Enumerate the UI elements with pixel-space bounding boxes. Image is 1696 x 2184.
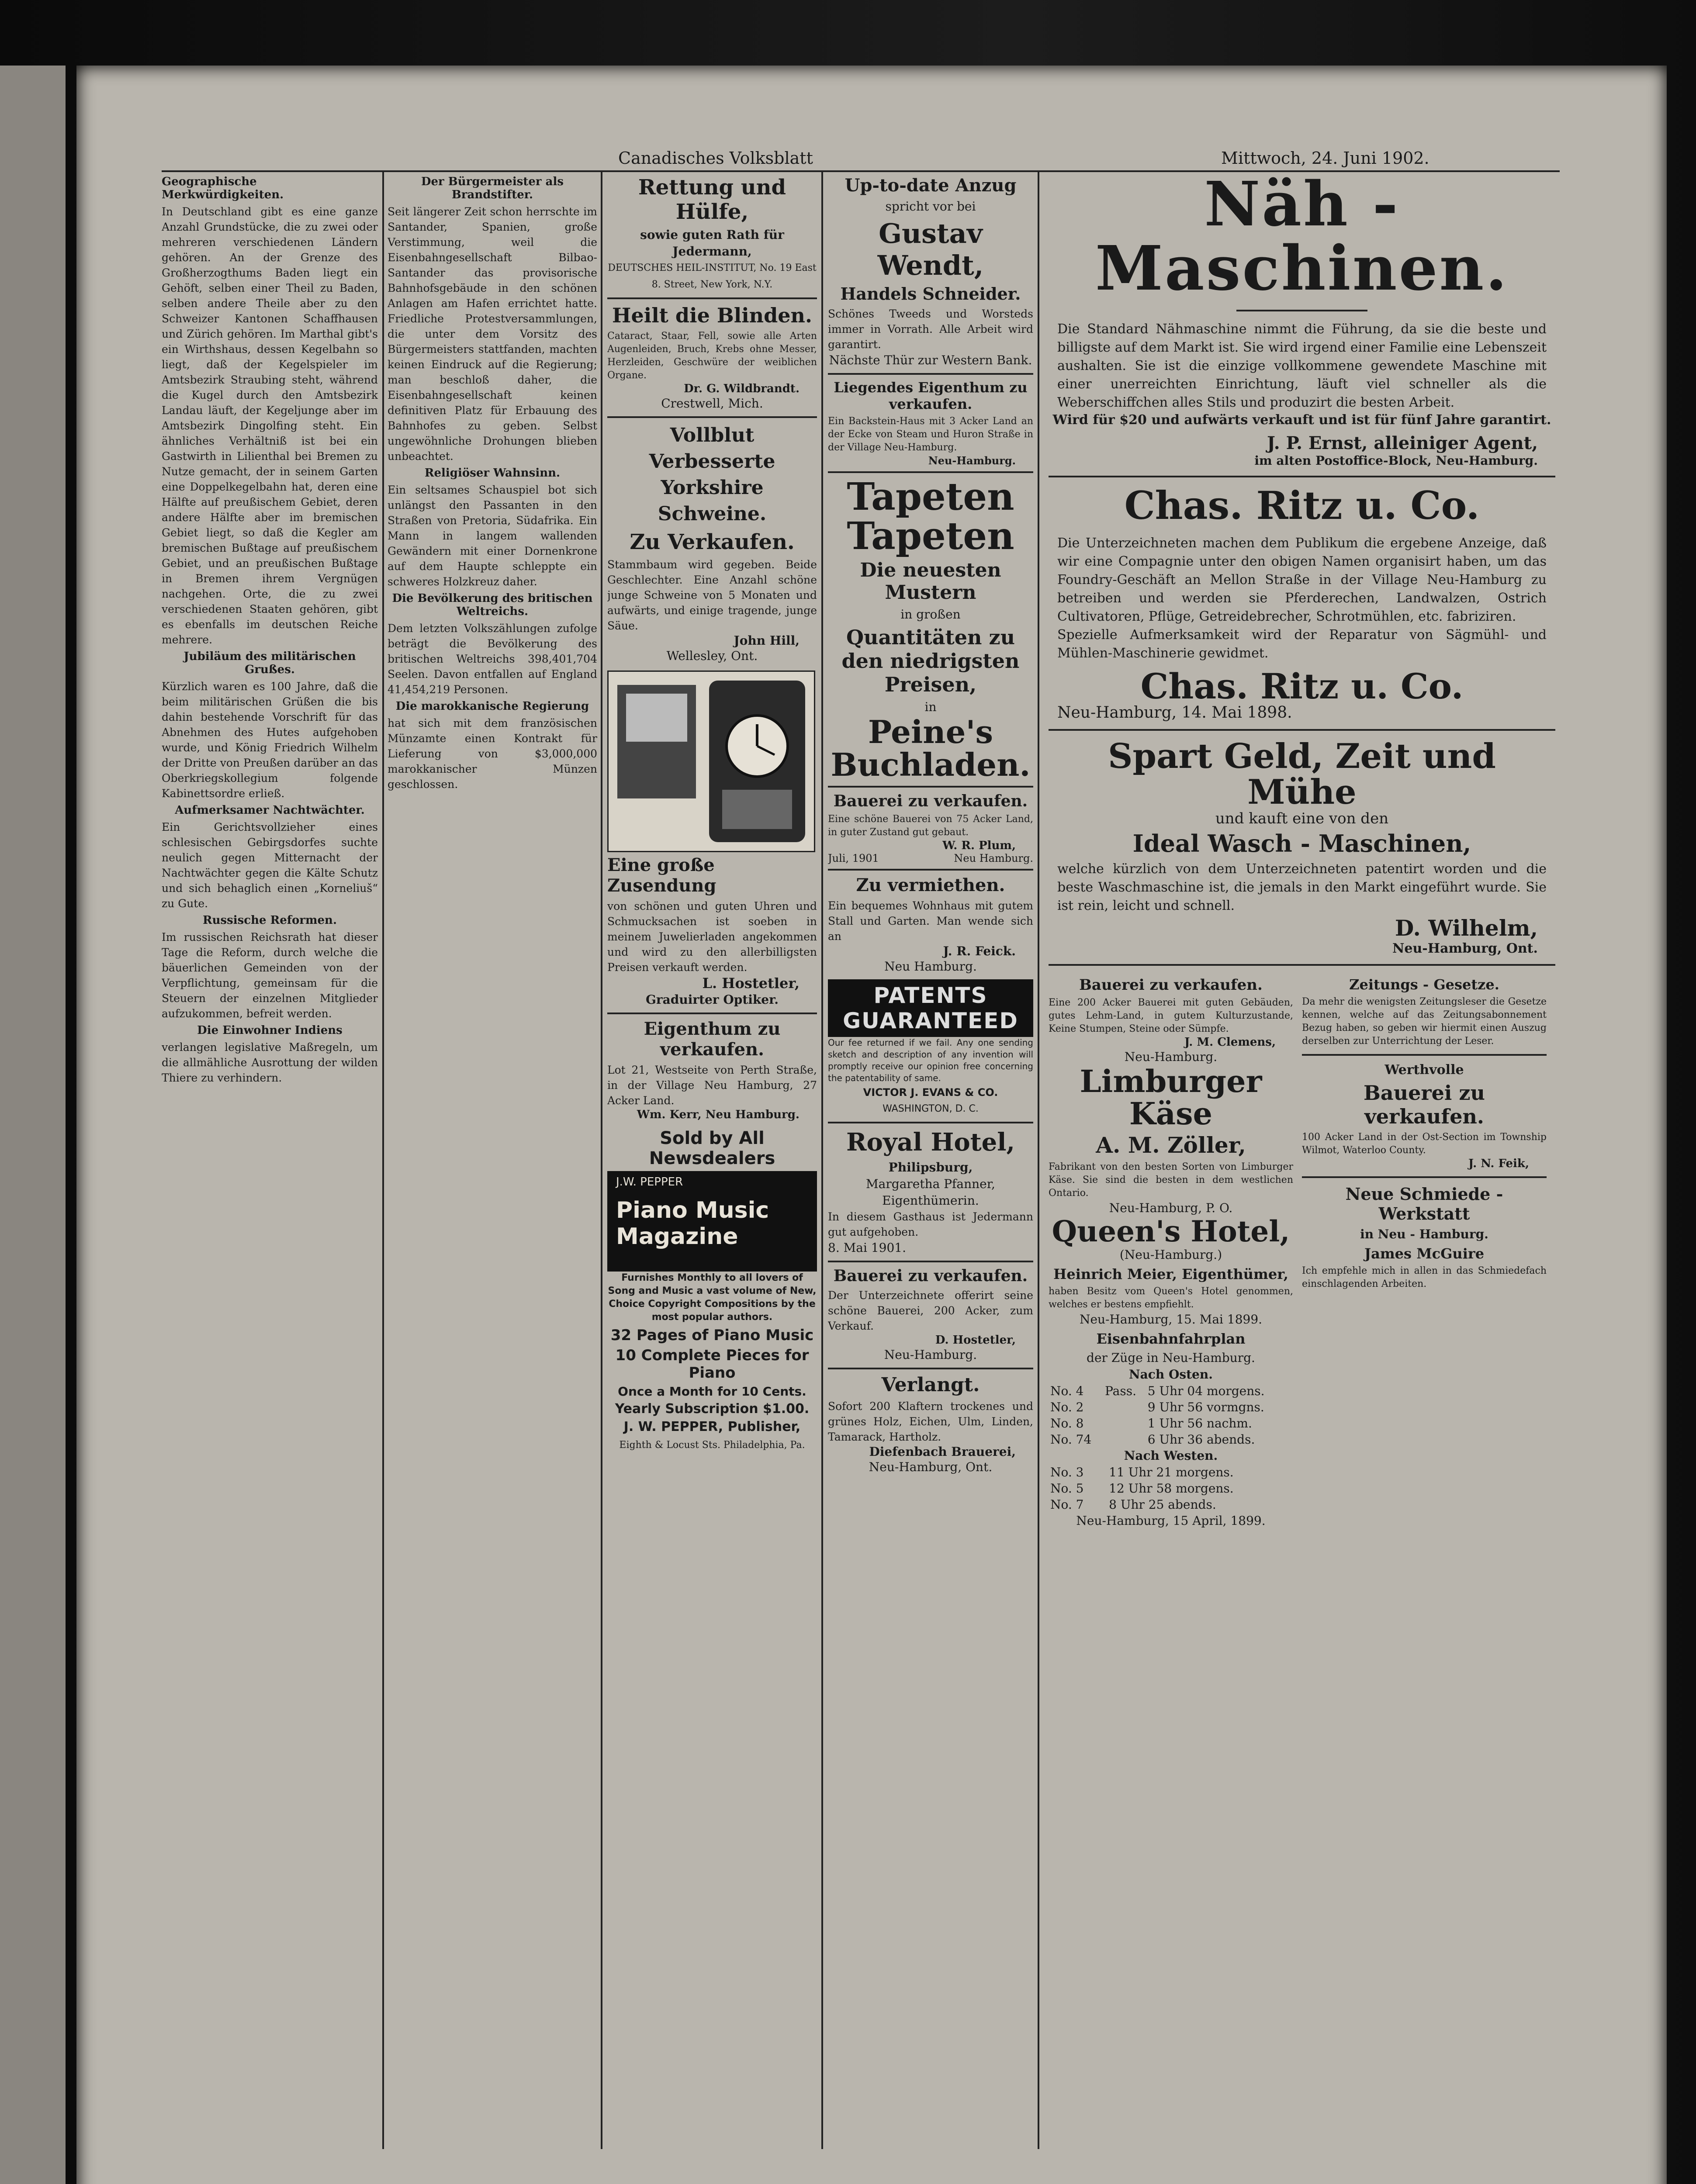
train-time: 12 Uhr 58 morgens. (1109, 1481, 1234, 1496)
column-5 (1049, 173, 1555, 2147)
hotel-place: Philipsburg, (888, 1160, 973, 1175)
train-row (1049, 1383, 1293, 1399)
train-row (1049, 1464, 1293, 1480)
paper-name: Canadisches Volksblatt (618, 149, 813, 168)
ad-divider (828, 1122, 1033, 1123)
patents-text: Our fee returned if we fail. Any one sending sketch and description of any invention will promptly receive our opinion free concerning the patentability of same. (828, 1037, 1033, 1083)
spart-place: Neu-Hamburg, Ont. (1392, 941, 1538, 957)
article-text: hat sich mit dem französischen Münzamte einen Kontrakt für Lieferung von $3,000,000 marokkanischer Münzen geschlossen. (388, 717, 597, 791)
ad-divider (828, 1261, 1033, 1262)
article-title: Der Bürgermeister als Brandstifter. (421, 175, 564, 201)
ad-place: Neu-Hamburg. (1124, 1050, 1218, 1064)
newspaper-page (76, 66, 1667, 2184)
ad-footer: DEUTSCHES HEIL-INSTITUT, No. 19 East 8. Street, New York, N.Y. (608, 263, 817, 290)
issue-date: Mittwoch, 24. Juni 1902. (1221, 149, 1429, 168)
ad-subtitle: sowie guten Rath für Jedermann, (640, 228, 784, 259)
music-pages: 32 Pages of Piano Music (610, 1327, 814, 1344)
music-text: Furnishes Monthly to all lovers of Song and Music a vast volume of New, Choice Copyright Compositions by the most popular authors. (608, 1272, 817, 1323)
ad-dateline (828, 852, 1033, 864)
train-time: 9 Uhr 56 vormgns. (1147, 1400, 1264, 1415)
schmiede-head: Neue Schmiede - Werkstatt (1345, 1184, 1503, 1224)
train-no: No. 74 (1050, 1432, 1092, 1447)
column-rule-4 (1038, 170, 1039, 2149)
ritz-head: Chas. Ritz u. Co. (1124, 483, 1480, 528)
ad-title: Eigenthum zu verkaufen. (644, 1019, 781, 1060)
ad-divider (1049, 476, 1555, 477)
ad-title: Verlangt. (881, 1373, 980, 1396)
ad-text: Sofort 200 Klaftern trockenes und grünes Holz, Eichen, Ulm, Linden, Tamarack, Hartholz. (828, 1400, 1033, 1443)
spart-subtitle: und kauft eine von den (1215, 810, 1389, 828)
ad-title: Rettung und Hülfe, (638, 175, 786, 224)
train-type (1103, 1415, 1146, 1431)
ad-title: Vollblut Verbesserte Yorkshire Schweine. (649, 424, 775, 525)
train-time: 1 Uhr 56 nachm. (1147, 1416, 1252, 1431)
ad-divider (828, 869, 1033, 871)
spart-text: welche kürzlich von dem Unterzeichneten patentirt worden und die beste Waschmaschine ist, die jemals in den Markt eingeführt wurde. Sie ist rein, leicht und schnell. (1057, 861, 1547, 914)
article-text: In Deutschland gibt es eine ganze Anzahl Grundstücke, die zu zwei oder mehreren verschiedenen Ländern gehören. An der Grenze des Großherzogthums Baden liegt ein Gehöft, selben einer Theil zu Baden, selben andere Theile aber zu den Schweizer Kantonen Schaffhausen und Zürich gehören. Im Marthal gibt's ein Wirthshaus, dessen Kegelbahn so liegt, daß der Kegelspieler im Amtsbezirk Straubing steht, während die Kugel durch den Amtsbezirk Landau läuft, der Kegeljunge aber im Amtsbezirk Dingolfing steht. Ein ähnliches Verhältniß ist bei ein Gastwirth in Lilienthal bei Bremen zu Nutze gemacht, der in seinem Garten eine Doppelkegelbahn hat, deren eine Hälfte auf preußischem Gebiet, deren andere Hälfte aber im bremischen Gebiet liegt, so daß die Kegler am bremischen Bußtage auf preußischem Gebiet, und an preußischen Bußtage in Bremen ihrem Vergnügen nachgehen. Orte, die zu zwei verschiedenen Staaten gehören, gibt es ebenfalls im deutschen Reiche mehrere. (162, 205, 378, 646)
ad-title: Bauerei zu verkaufen. (1079, 976, 1263, 994)
patents-address: WASHINGTON, D. C. (883, 1103, 979, 1114)
music-price: Once a Month for 10 Cents. (618, 1384, 806, 1399)
ad-divider (828, 471, 1033, 473)
werth-subtitle: Bauerei zu verkaufen. (1364, 1081, 1485, 1129)
ad-text: Ein bequemes Wohnhaus mit gutem Stall und Garten. Man wende sich an (828, 899, 1033, 943)
queen-head: Queen's Hotel, (1052, 1214, 1290, 1249)
ad-text: von schönen und guten Uhren und Schmucksachen ist soeben in meinem Juwelierladen angekommen und wird zu den allerbilligsten Preisen verkauft werden. (607, 900, 817, 974)
queen-date: Neu-Hamburg, 15. Mai 1899. (1079, 1312, 1263, 1327)
ritz-text: Spezielle Aufmerksamkeit wird der Reparatur von Sägmühl- und Mühlen-Maschinerie gewidmet. (1057, 627, 1547, 661)
train-time: 6 Uhr 36 abends. (1147, 1432, 1255, 1447)
hotel-title: Royal Hotel, (846, 1127, 1015, 1157)
music-banner: Sold by All Newsdealers (649, 1128, 775, 1168)
kase-place: Neu-Hamburg, P. O. (1109, 1201, 1233, 1216)
ad-title: Heilt die Blinden. (612, 304, 813, 327)
article-text: Ein Gerichtsvollzieher eines schlesischen Gebirgsdorfes suchte neulich gegen Mitternacht der Nachtwächter gegen die Kälte Schutz und sich behaglich einen „Korneliuš“ zu Gute. (162, 821, 378, 910)
ritz-date: Neu-Hamburg, 14. Mai 1898. (1057, 704, 1292, 722)
ad-divider (828, 786, 1033, 788)
train-time: 8 Uhr 25 abends. (1109, 1497, 1216, 1512)
ad-divider (607, 416, 817, 418)
ad-signature: Neu-Hamburg. (928, 454, 1016, 467)
article-text: Da mehr die wenigsten Zeitungsleser die Gesetze kennen, welche auf das Zeitungsabonnement Bezug haben, so geben wir hiermit einen Auszug derselben zur Unterrichtung der Leser. (1302, 996, 1547, 1047)
ad-divider (1049, 964, 1555, 966)
werth-title: Werthvolle (1384, 1062, 1464, 1078)
train-row (1049, 1415, 1293, 1431)
spart-head: Spart Geld, Zeit und Mühe (1108, 736, 1496, 812)
ad-text: Eine schöne Bauerei von 75 Acker Land, in guter Zustand gut gebaut. (828, 813, 1033, 838)
ad-signature: D. Hostetler, (935, 1333, 1016, 1347)
ad-signature: J. R. Feick. (943, 943, 1016, 958)
schmiede-signature: James McGuire (1364, 1245, 1485, 1262)
col5-bottom (1049, 974, 1555, 1529)
ad-divider (1302, 1176, 1547, 1178)
werth-text: 100 Acker Land in der Ost-Section im Township Wilmot, Waterloo County. (1302, 1132, 1547, 1156)
tapeten-text: in großen (900, 607, 961, 622)
clock-icon (609, 672, 814, 851)
patents-signature: VICTOR J. EVANS & CO. (863, 1086, 998, 1099)
article-text: Ein seltsames Schauspiel bot sich unlängst den Passanten in den Straßen von Pretoria, Südafrika. Ein Mann in langem wallenden Gewändern mit einer Dornenkrone auf dem Haupte schleppte ein schweres Holzkreuz daher. (388, 484, 597, 588)
train-no: No. 7 (1050, 1497, 1084, 1512)
queen-text: haben Besitz vom Queen's Hotel genommen, welches er bestens empfiehlt. (1049, 1286, 1293, 1310)
train-type (1102, 1480, 1108, 1496)
column-rule-2 (601, 170, 602, 2149)
ad-footer: Nächste Thür zur Western Bank. (829, 353, 1032, 367)
short-rule (1236, 310, 1367, 311)
fahrplan-west: Nach Westen. (1124, 1448, 1218, 1463)
article-text: Seit längerer Zeit schon herrschte im Santander, Spanien, große Verstimmung, weil die Eisenbahngesellschaft Bilbao-Santander das provisorische Bahnhofsgebäude in den schönen Anlagen am Hafen errichtet hatte. Friedliche Protestversammlungen, die unter dem Vorsitz des Bürgermeisters stattfanden, machten keinen Eindruck auf die Regierung; man beschloß daher, die Eisenbahngesellschaft keinen definitiven Platz für Erbauung des Bahnhofes zu geben. Selbst ungewöhnliche Drohungen blieben unbeachtet. (388, 205, 597, 463)
fahrplan-east: Nach Osten. (1129, 1367, 1213, 1382)
article-title: Geographische Merkwürdigkeiten. (162, 175, 284, 201)
naehmaschinen-address: im alten Postoffice-Block, Neu-Hamburg. (1254, 453, 1538, 468)
ad-title: Up-to-date Anzug (845, 175, 1017, 196)
naehmaschinen-agent: J. P. Ernst, alleiniger Agent, (1267, 433, 1538, 453)
article-text: Im russischen Reichsrath hat dieser Tage die Reform, durch welche die bäuerlichen Gemeinden von der Verpflichtung, gemeinsam für die Steuern der einzelnen Mitglieder aufzukommen, befreit werden. (162, 931, 378, 1020)
ad-text: Eine 200 Acker Bauerei mit guten Gebäuden, gutes Lehm-Land, in gutem Kulturzustande, Keine Stumpen, Steine oder Sümpfe. (1049, 997, 1293, 1035)
tapeten-subtitle: Die neuesten Mustern (860, 559, 1001, 604)
train-row (1049, 1431, 1293, 1448)
schmiede-place: in Neu - Hamburg. (1360, 1227, 1488, 1242)
ad-text: Schönes Tweeds und Worsteds immer in Vorrath. Alle Arbeit wird garantirt. (828, 308, 1033, 351)
column-rule-3 (821, 170, 823, 2149)
spart-signature: D. Wilhelm, (1395, 915, 1538, 941)
ad-divider (1049, 729, 1555, 731)
article-title: Aufmerksamer Nachtwächter. (175, 804, 365, 817)
train-no: No. 4 (1050, 1384, 1084, 1399)
article-title: Religiöser Wahnsinn. (424, 467, 561, 480)
masthead-rule (162, 170, 1560, 172)
ad-place: Crestwell, Mich. (661, 396, 763, 411)
ad-subtitle: Graduirter Optiker. (645, 992, 779, 1007)
train-no: No. 8 (1050, 1416, 1084, 1431)
train-table-west (1049, 1464, 1293, 1513)
ritz-text: Die Unterzeichneten machen dem Publikum die ergebene Anzeige, daß wir eine Compagnie unter den obigen Namen organisirt haben, um das Foundry-Geschäft an Mellon Straße in der Village Neu-Hamburg zu betreiben und werden sie Pferderechen, Landwalzen, Ostrich Cultivatoren, Pflüge, Getreidebrecher, Schrotmühlen, etc. fabriziren. (1057, 536, 1547, 625)
article-text: verlangen legislative Maßregeln, um die allmähliche Ausrottung der wilden Thiere zu verhindern. (162, 1041, 378, 1084)
ad-signature: J. M. Clemens, (1184, 1036, 1276, 1049)
ad-place: Wellesley, Ont. (666, 649, 758, 663)
train-type (1103, 1431, 1146, 1448)
column-rule-1 (382, 170, 384, 2149)
train-row (1049, 1480, 1293, 1496)
train-type: Pass. (1105, 1384, 1136, 1399)
article-title: Die marokkanische Regierung (395, 700, 589, 713)
article-title: Zeitungs - Gesetze. (1349, 976, 1499, 993)
naehmaschinen-head: Näh - Maschinen. (1095, 173, 1509, 304)
hotel-text: In diesem Gasthaus ist Jedermann gut aufgehoben. (828, 1210, 1033, 1238)
queen-place: (Neu-Hamburg.) (1119, 1248, 1222, 1262)
ad-signature: Diefenbach Brauerei, (869, 1444, 1016, 1459)
ad-title: Zu vermiethen. (856, 874, 1005, 895)
hotel-date: 8. Mai 1901. (828, 1240, 906, 1255)
tapeten-head: Tapeten (847, 475, 1014, 519)
article-title: Die Bevölkerung des britischen Weltreichs. (392, 592, 593, 618)
article-title: Russische Reformen. (202, 914, 337, 927)
patents-banner: PATENTS GUARANTEED (828, 979, 1033, 1037)
hotel-owner: Margaretha Pfanner, Eigenthümerin. (866, 1176, 995, 1208)
music-yearly: Yearly Subscription $1.00. (615, 1401, 810, 1417)
ad-divider (828, 373, 1033, 375)
naehmaschinen-text: Die Standard Nähmaschine nimmt die Führung, da sie die beste und billigste auf dem Markt ist. Sie wird irgend einer Familie eine Lebenszeit aushalten. Sie ist die einzige vollkommene gewendete Maschine mit einer unerreichten Einrichtung, läuft viel schneller als die Weberschiffchen alles Stils und produzirt die besten Arbeit. (1057, 321, 1547, 410)
ad-signature: L. Hostetler, (702, 975, 800, 992)
ad-place: Neu Hamburg. (954, 852, 1033, 864)
naehmaschinen-price: Wird für $20 und aufwärts verkauft und ist für fünf Jahre garantirt. (1052, 412, 1551, 428)
ad-title: Eine große Zusendung (607, 855, 716, 896)
ad-date: Juli, 1901 (828, 852, 879, 864)
fahrplan-subtitle: der Züge in Neu-Hamburg. (1087, 1351, 1255, 1365)
article-text: Dem letzten Volkszählungen zufolge beträgt die Bevölkerung des britischen Weltreichs 398,401,704 Seelen. Davon entfallen auf England 41,454,219 Personen. (388, 622, 597, 696)
ad-place: Neu-Hamburg. (884, 1347, 977, 1362)
article-text: Kürzlich waren es 100 Jahre, daß die beim militärischen Grüßen die bis dahin bestehende Vorschrift für das Abnehmen des Hutes aufgehoben wurde, und König Friedrich Wilhelm der Dritte von Preußen darüber an das Oberkriegskollegium folgende Kabinettsordre erließ. (162, 680, 378, 800)
article-title: Jubiläum des militärischen Grußes. (183, 650, 356, 676)
fahrplan-title: Eisenbahnfahrplan (1096, 1330, 1246, 1348)
ad-subtitle: spricht vor bei (885, 199, 976, 214)
col5-bottom-left (1049, 974, 1293, 1529)
ad-text: Ein Backstein-Haus mit 3 Acker Land an der Ecke von Steam und Huron Straße in der Village Neu-Hamburg. (828, 416, 1033, 453)
ad-place: Neu-Hamburg, Ont. (869, 1459, 993, 1474)
train-type (1103, 1399, 1146, 1415)
ad-text: Stammbaum wird gegeben. Beide Geschlechter. Eine Anzahl schöne junge Schweine von 5 Monaten und aufwärts, und einige tragende, junge Säue. (607, 558, 817, 632)
ad-divider (607, 297, 817, 299)
music-brand: J.W. PEPPER (616, 1175, 683, 1189)
queen-owner: Heinrich Meier, Eigenthümer, (1053, 1266, 1288, 1283)
ad-title: Liegendes Eigenthum zu verkaufen. (834, 379, 1028, 412)
train-time: 11 Uhr 21 morgens. (1109, 1465, 1234, 1480)
column-1 (162, 173, 378, 2147)
kase-signature: A. M. Zöller, (1096, 1132, 1246, 1158)
ad-signature: Wm. Kerr, Neu Hamburg. (637, 1108, 800, 1121)
train-table-east (1049, 1383, 1293, 1448)
ad-signature: Dr. G. Wildbrandt. (684, 382, 800, 395)
ad-signature: W. R. Plum, (942, 839, 1016, 852)
music-magazine-logo (607, 1171, 817, 1272)
tapeten-text: Quantitäten zu den niedrigsten Preisen, (841, 625, 1020, 696)
train-type (1102, 1464, 1108, 1480)
train-row (1049, 1399, 1293, 1415)
column-4 (828, 173, 1033, 2147)
clock-illustration (607, 670, 815, 852)
ad-subtitle: Zu Verkaufen. (630, 530, 795, 554)
fahrplan-footer: Neu-Hamburg, 15 April, 1899. (1076, 1514, 1266, 1528)
train-type (1102, 1496, 1108, 1513)
music-publisher: J. W. PEPPER, Publisher, (623, 1419, 801, 1434)
kase-head: Limburger Käse (1080, 1063, 1262, 1132)
train-time: 5 Uhr 04 morgens. (1147, 1384, 1265, 1399)
ad-title: Bauerei zu verkaufen. (833, 1266, 1028, 1285)
train-no: No. 5 (1050, 1481, 1084, 1496)
music-pieces: 10 Complete Pieces for Piano (615, 1347, 809, 1382)
schmiede-text: Ich empfehle mich in allen in das Schmiedefach einschlagenden Arbeiten. (1302, 1265, 1547, 1290)
werth-signature: J. N. Feik, (1468, 1157, 1529, 1171)
tapeten-head: Tapeten (847, 514, 1014, 559)
column-3 (607, 173, 817, 2147)
ad-divider (1302, 1054, 1547, 1056)
ad-divider (828, 1368, 1033, 1369)
tapeten-in: in (924, 699, 937, 714)
adjacent-page-edge (0, 66, 66, 2184)
article-title: Die Einwohner Indiens (197, 1024, 343, 1037)
ritz-signature: Chas. Ritz u. Co. (1140, 666, 1464, 707)
ad-title: Bauerei zu verkaufen. (833, 791, 1028, 810)
col5-bottom-right (1302, 974, 1547, 1529)
kase-text: Fabrikant von den besten Sorten von Limburger Käse. Sie sind die besten in dem westlichen Ontario. (1049, 1161, 1293, 1199)
train-no: No. 3 (1050, 1465, 1084, 1480)
ad-trade: Handels Schneider. (840, 284, 1021, 304)
ad-text: Der Unterzeichnete offerirt seine schöne Bauerei, 200 Acker, zum Verkauf. (828, 1289, 1033, 1332)
ad-place: Neu Hamburg. (884, 959, 977, 974)
music-logo-text: Piano Music Magazine (616, 1197, 769, 1250)
ad-divider (607, 1013, 817, 1014)
ad-name: Gustav Wendt, (877, 218, 984, 281)
spart-product: Ideal Wasch - Maschinen, (1132, 829, 1471, 858)
tapeten-shop: Peine's Buchladen. (831, 713, 1031, 784)
train-no: No. 2 (1050, 1400, 1084, 1415)
train-row (1049, 1496, 1293, 1513)
music-address: Eighth & Locust Sts. Philadelphia, Pa. (619, 1440, 805, 1451)
ad-text: Lot 21, Westseite von Perth Straße, in der Village Neu Hamburg, 27 Acker Land. (607, 1064, 817, 1107)
ad-text: Cataract, Staar, Fell, sowie alle Arten Augenleiden, Bruch, Krebs ohne Messer, Herzleiden, Geschwüre der weiblichen Organe. (607, 331, 817, 381)
column-2 (388, 173, 597, 2147)
ad-signature: John Hill, (734, 633, 800, 648)
